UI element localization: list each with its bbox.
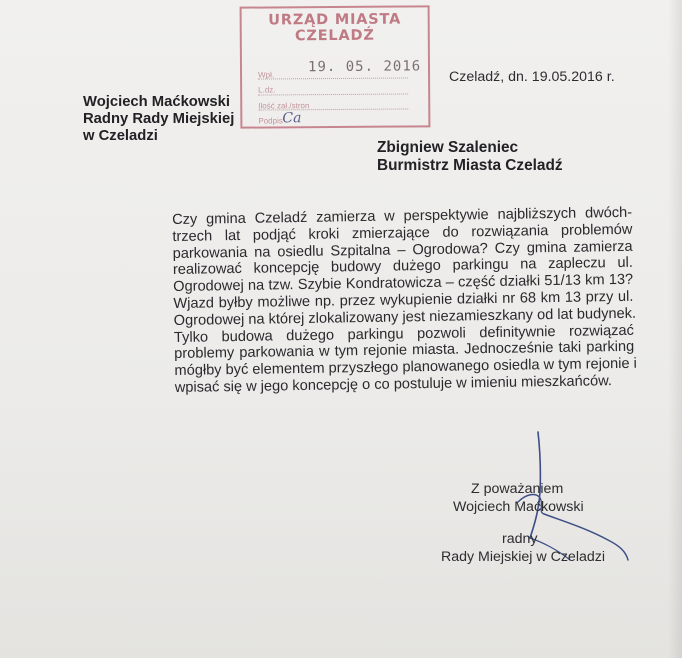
stamp-line (258, 108, 408, 110)
body-line: wpisać się w jego koncepcję o co postuluje w imieniu mieszkańców. (174, 373, 613, 396)
sender-name: Wojciech Maćkowski (83, 94, 230, 110)
body-line: problemy parkowania w tym rejonie miasta. Jednocześnie taki parking (174, 339, 635, 363)
body-line: parkowania na osiedlu Szpitalna – Ogrodowa? Czy gmina zamierza (172, 238, 633, 262)
body-line: Ogrodowej na której zlokalizowany jest niezamieszkany od lat budynek. (173, 305, 637, 329)
sender-city: w Czeladzi (83, 128, 158, 144)
body-line: trzech lat podjąć kroki zmierzające do rozwiązania problemów (172, 221, 633, 245)
stamp-date: 19. 05. 2016 (307, 58, 422, 76)
place-date: Czeladź, dn. 19.05.2016 r. (449, 69, 615, 85)
body-line: Tylko budowa dużego parkingu pozwoli definitywnie rozwiązać (173, 322, 635, 346)
stamp-label-ref: L.dz. (258, 85, 276, 95)
closing-role: radny (502, 531, 538, 547)
stamp-line (258, 93, 408, 95)
letter-body (172, 205, 635, 397)
registry-stamp (240, 5, 431, 128)
stamp-label-signature: Podpis (258, 116, 283, 126)
closing-name: Wojciech Maćkowski (453, 499, 584, 515)
closing-council: Rady Miejskiej w Czeladzi (441, 549, 605, 565)
stamp-label-attachments: Ilość zał./stron (258, 101, 310, 111)
stamp-title: URZĄD MIASTA CZELADŹ (268, 11, 402, 45)
closing-greeting: Z poważaniem (471, 481, 564, 497)
body-line: Ogrodowej na tzw. Szybie Kondratowicza – część działki 51/13 km 13? (173, 271, 634, 296)
body-line: Czy gmina Czeladź zamierza w perspektywie najbliższych dwóch- (172, 204, 633, 228)
stamp-label-received: Wpł. (258, 70, 275, 80)
stamp-line (258, 77, 408, 79)
body-line: Wjazd byłby możliwe np. przez wykupienie działki nr 68 km 13 przy ul. (173, 288, 634, 312)
body-line: realizować koncepcję budowy dużego parkingu na zapleczu ul. (172, 255, 633, 279)
recipient-title: Burmistrz Miasta Czeladź (377, 157, 563, 174)
body-line: mógłby być elementem przyszłego planowanego osiedla w tym rejonie i (174, 355, 637, 380)
recipient-name: Zbigniew Szaleniec (377, 139, 519, 156)
sender-title: Radny Rady Miejskiej (83, 111, 235, 127)
stamp-signature-mark: Ca (282, 110, 302, 127)
page-edge-shadow (668, 0, 682, 658)
